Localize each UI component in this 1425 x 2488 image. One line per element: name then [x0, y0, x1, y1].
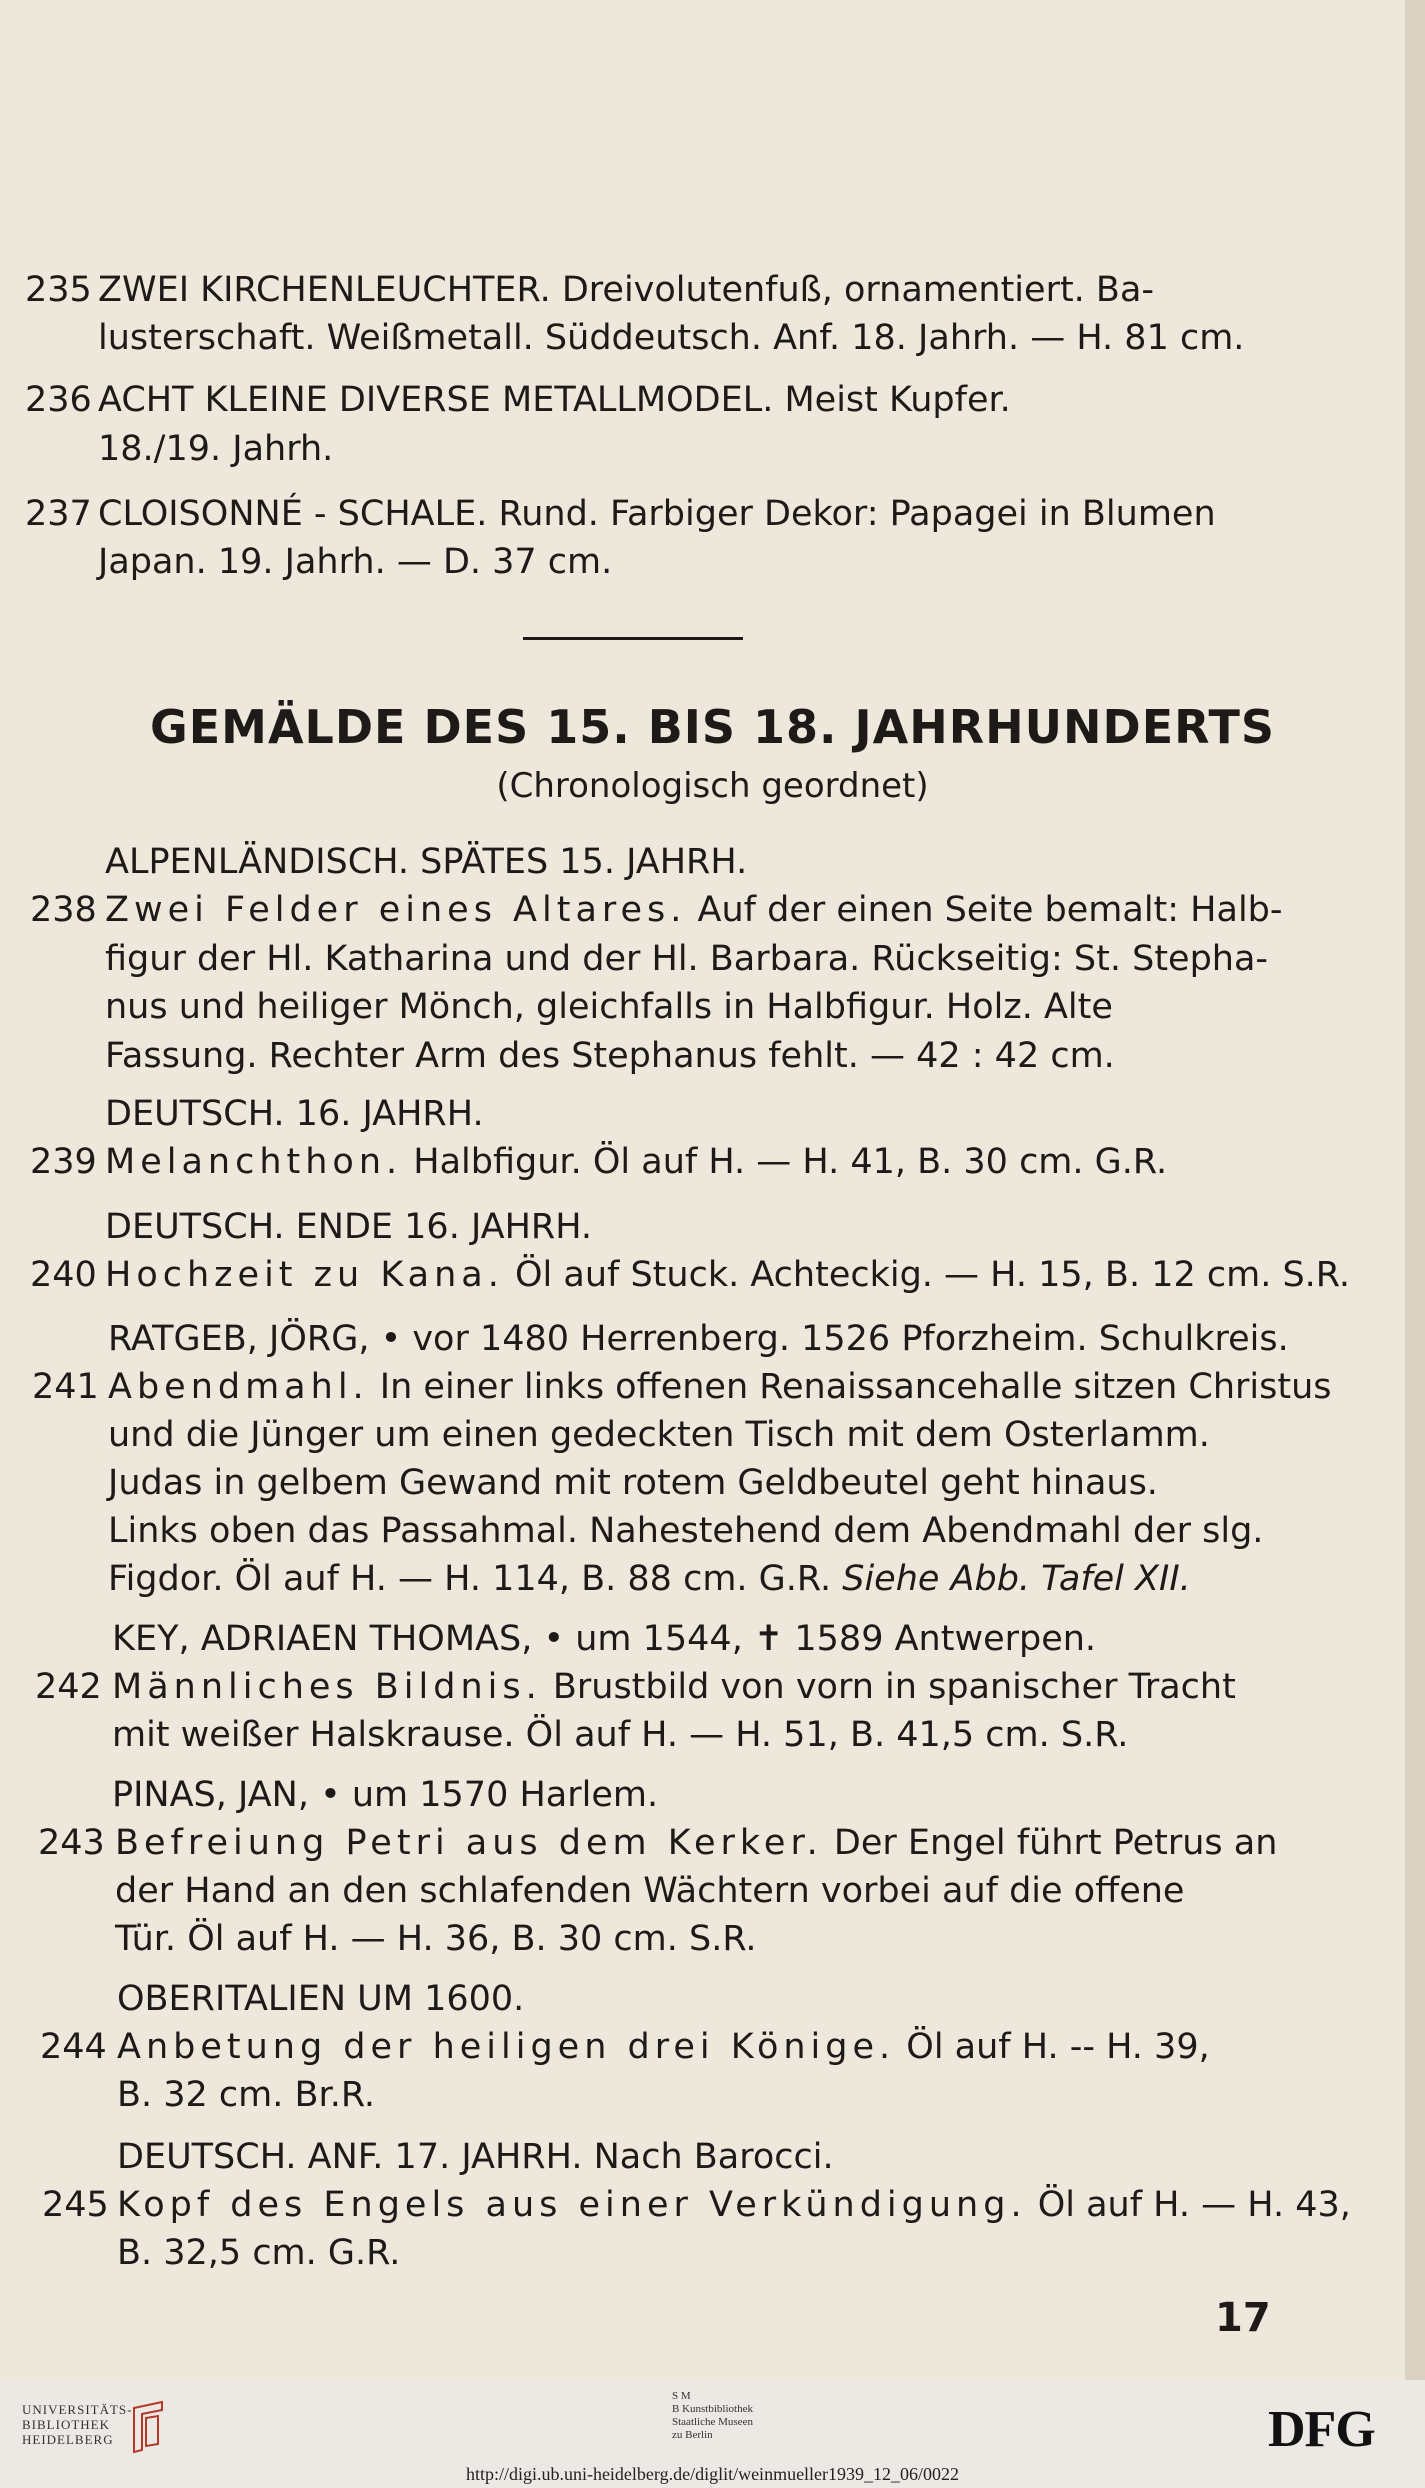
artist-heading: KEY, ADRIAEN THOMAS, • um 1544, ✝ 1589 Antwerpen. — [112, 1619, 1097, 1659]
logo-text: B Kunstbibliothek — [672, 2403, 753, 2415]
entry-number: 237 — [25, 494, 92, 534]
entry-title: Anbetung der heiligen drei Könige. — [117, 2027, 896, 2067]
entry-description: Auf der einen Seite bemalt: Halb- — [686, 890, 1283, 930]
page-url[interactable]: http://digi.ub.uni-heidelberg.de/diglit/weinmueller1939_12_06/0022 — [465, 2464, 960, 2484]
entry-line — [105, 890, 1283, 930]
entry-title: Hochzeit zu Kana. — [105, 1255, 504, 1295]
entry-line — [117, 2027, 1210, 2067]
entry-line — [112, 1667, 1236, 1707]
entry-line: ZWEI KIRCHENLEUCHTER. Dreivolutenfuß, ornamentiert. Ba- — [98, 270, 1155, 310]
entry-description: Öl auf H. -- H. 39, — [895, 2027, 1210, 2067]
entry-line: der Hand an den schlafenden Wächtern vorbei auf die offene — [115, 1871, 1185, 1911]
entry-line — [115, 1823, 1278, 1863]
artist-heading: DEUTSCH. ANF. 17. JAHRH. Nach Barocci. — [117, 2137, 834, 2177]
entry-line: CLOISONNÉ - SCHALE. Rund. Farbiger Dekor: Papagei in Blumen — [98, 494, 1216, 534]
entry-line: B. 32,5 cm. G.R. — [117, 2233, 401, 2273]
entry-description: Öl auf Stuck. Achteckig. — H. 15, B. 12 cm. S.R. — [503, 1255, 1350, 1295]
entry-line: B. 32 cm. Br.R. — [117, 2075, 376, 2115]
entry-title: Abendmahl. — [108, 1367, 369, 1407]
entry-text: Figdor. Öl auf H. — H. 114, B. 88 cm. G.R. — [108, 1559, 843, 1599]
entry-number: 241 — [32, 1367, 99, 1407]
library-emblem-icon — [128, 2400, 168, 2454]
dfg-logo[interactable]: DFG — [1268, 2401, 1375, 2458]
logo-text: S M — [672, 2390, 691, 2402]
entry-title: Männliches Bildnis. — [112, 1667, 542, 1707]
entry-description: Öl auf H. — H. 43, — [1026, 2185, 1351, 2225]
entry-line: nus und heiliger Mönch, gleichfalls in Halbfigur. Holz. Alte — [105, 987, 1113, 1027]
entry-line: figur der Hl. Katharina und der Hl. Barbara. Rückseitig: St. Stepha- — [105, 939, 1269, 979]
logo-text: HEIDELBERG — [22, 2432, 114, 2447]
entry-line — [105, 1255, 1350, 1295]
entry-line — [108, 1559, 1191, 1599]
logo-text: zu Berlin — [672, 2429, 713, 2441]
artist-heading: OBERITALIEN UM 1600. — [117, 1979, 525, 2019]
plate-reference: Siehe Abb. Tafel XII. — [842, 1559, 1191, 1599]
entry-line — [117, 2185, 1351, 2225]
entry-line: Links oben das Passahmal. Nahestehend dem Abendmahl der slg. — [108, 1511, 1264, 1551]
entry-title: Befreiung Petri aus dem Kerker. — [115, 1823, 823, 1863]
section-divider — [523, 637, 743, 640]
entry-number: 239 — [30, 1142, 97, 1182]
artist-heading: DEUTSCH. ENDE 16. JAHRH. — [105, 1207, 593, 1247]
entry-line: Tür. Öl auf H. — H. 36, B. 30 cm. S.R. — [115, 1919, 757, 1959]
entry-title: Melanchthon. — [105, 1142, 403, 1182]
artist-heading: DEUTSCH. 16. JAHRH. — [105, 1094, 484, 1134]
entry-line: Japan. 19. Jahrh. — D. 37 cm. — [98, 542, 613, 582]
entry-line: lusterschaft. Weißmetall. Süddeutsch. Anf. 18. Jahrh. — H. 81 cm. — [98, 318, 1245, 358]
entry-number: 235 — [25, 270, 92, 310]
artist-heading: PINAS, JAN, • um 1570 Harlem. — [112, 1775, 659, 1815]
entry-number: 242 — [35, 1667, 102, 1707]
entry-description: Halbfigur. Öl auf H. — H. 41, B. 30 cm. G.R. — [402, 1142, 1168, 1182]
entry-number: 238 — [30, 890, 97, 930]
entry-description: Brustbild von vorn in spanischer Tracht — [541, 1667, 1236, 1707]
entry-line — [108, 1367, 1332, 1407]
entry-line: Fassung. Rechter Arm des Stephanus fehlt. — 42 : 42 cm. — [105, 1036, 1115, 1076]
page-number: 17 — [1215, 2295, 1271, 2341]
artist-heading: RATGEB, JÖRG, • vor 1480 Herrenberg. 1526 Pforzheim. Schulkreis. — [108, 1319, 1289, 1359]
entry-number: 245 — [42, 2185, 109, 2225]
entry-number: 244 — [40, 2027, 107, 2067]
entry-line: mit weißer Halskrause. Öl auf H. — H. 51, B. 41,5 cm. S.R. — [112, 1715, 1129, 1755]
entry-line — [105, 1142, 1168, 1182]
entry-description: Der Engel führt Petrus an — [822, 1823, 1278, 1863]
section-title: GEMÄLDE DES 15. BIS 18. JAHRHUNDERTS — [149, 700, 1276, 754]
entry-line: ACHT KLEINE DIVERSE METALLMODEL. Meist Kupfer. — [98, 380, 1011, 420]
entry-line: Judas in gelbem Gewand mit rotem Geldbeutel geht hinaus. — [108, 1463, 1158, 1503]
artist-heading: ALPENLÄNDISCH. SPÄTES 15. JAHRH. — [105, 842, 748, 882]
entry-number: 243 — [38, 1823, 105, 1863]
entry-line: 18./19. Jahrh. — [98, 429, 334, 469]
entry-number: 236 — [25, 380, 92, 420]
section-subtitle: (Chronologisch geordnet) — [496, 766, 929, 806]
entry-line: und die Jünger um einen gedeckten Tisch mit dem Osterlamm. — [108, 1415, 1210, 1455]
logo-text: UNIVERSITÄTS- — [22, 2402, 133, 2417]
logo-text: BIBLIOTHEK — [22, 2417, 110, 2432]
entry-number: 240 — [30, 1255, 97, 1295]
entry-description: In einer links offenen Renaissancehalle sitzen Christus — [368, 1367, 1332, 1407]
logo-text: Staatliche Museen — [672, 2416, 753, 2428]
museum-logo[interactable] — [672, 2390, 753, 2442]
entry-title: Zwei Felder eines Altares. — [105, 890, 687, 930]
university-library-logo[interactable] — [22, 2402, 133, 2447]
entry-title: Kopf des Engels aus einer Verkündigung. — [117, 2185, 1027, 2225]
